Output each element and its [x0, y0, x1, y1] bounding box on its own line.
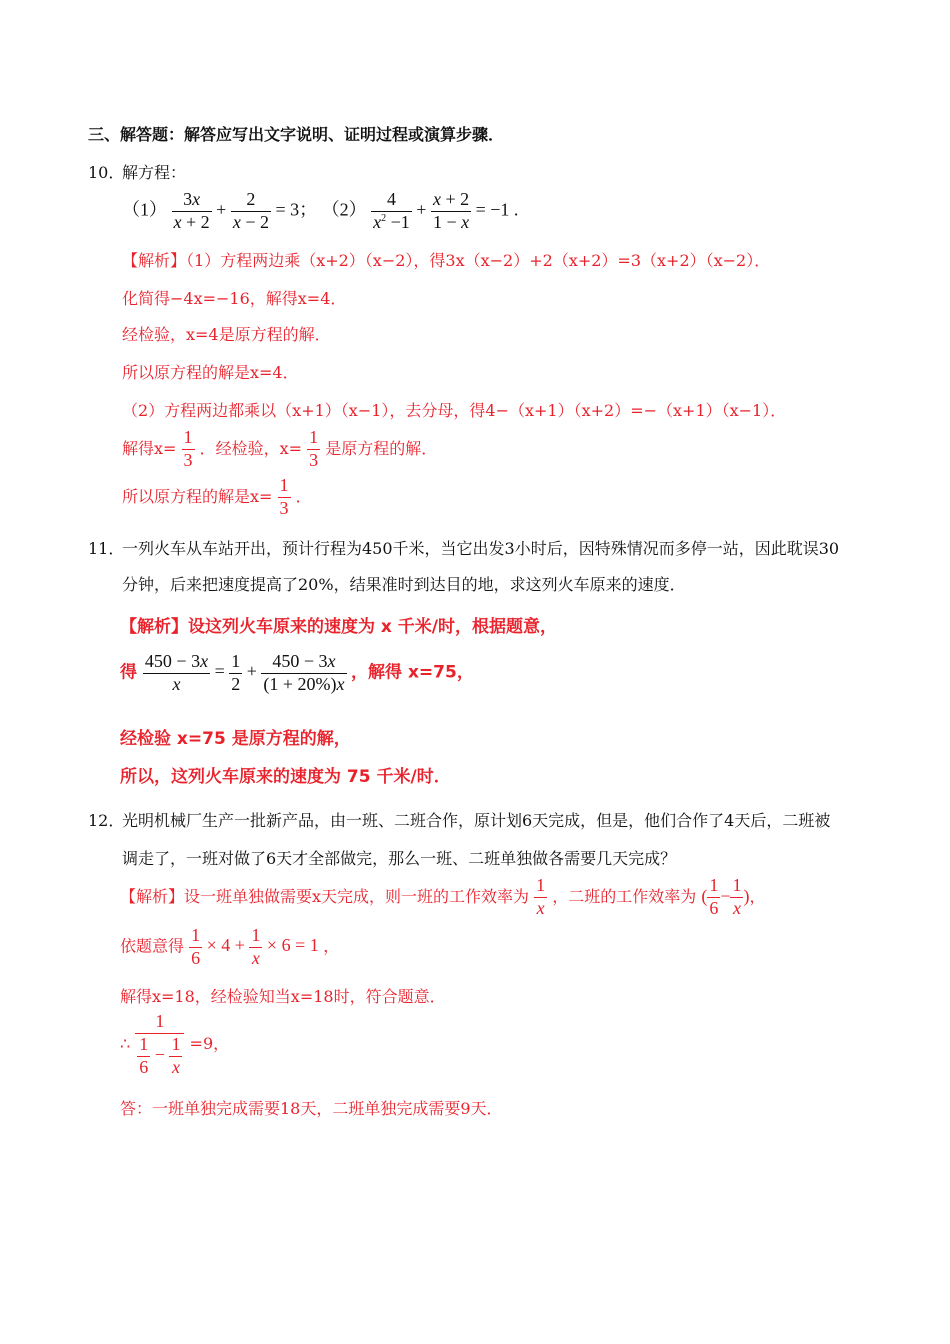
q12-stem-line-2: 调走了，一班对做了6天才全部做完，那么一班、二班单独做各需要几天完成？	[122, 849, 677, 868]
q12-solution-line-2: 依题意得 $\frac{1}{6}$ × 4 + $\frac{1}{x}$ × 6 = 1 ，	[120, 925, 340, 968]
q10-part2-label: （2）	[321, 199, 367, 220]
q12-solution-line-4: ∴ 1 $\frac{1}{6}$ − $\frac{1}{x}$ =9，	[120, 1011, 230, 1077]
q10-equations: （1） $\frac{3x}{x + 2}$ + $\frac{2}{x - 2}$ = 3； （2） $\frac{4}{x^2 -1}$ + $\frac{x + 2}{1 - x}$ = −1 .	[122, 189, 519, 232]
q10-stem: 解方程：	[122, 163, 187, 182]
q10-eq2-fraction-b: $\frac{x + 2}{1 - x}$	[432, 189, 470, 232]
q12-solution-line-1: 【解析】设一班单独做需要x天完成，则一班的工作效率为 $\frac{1}{x}$ ，二班的工作效率为 ( $\frac{1}{6}$ − $\frac{1}{x}$ )，	[120, 875, 766, 919]
q10-solution-line-7: 所以原方程的解是x= $\frac{1}{3}$ ．	[122, 475, 312, 518]
q10-solution-line-3: 经检验，x=4是原方程的解．	[122, 325, 331, 344]
q10-eq1-fraction-b: $\frac{2}{x - 2}$	[232, 189, 269, 232]
q12-solution-line-5: 答：一班单独完成需要18天，二班单独完成需要9天．	[120, 1099, 503, 1118]
q10-solution-line-6: 解得x= $\frac{1}{3}$ ．经检验，x= $\frac{1}{3}$ 是原方程的解．	[122, 427, 438, 470]
q11-stem-line-2: 分钟，后来把速度提高了20%，结果准时到达目的地，求这列火车原来的速度．	[122, 575, 686, 594]
q12-solution-line-3: 解得x=18，经检验知当x=18时，符合题意．	[120, 987, 446, 1006]
q10-solution-line-5: （2）方程两边都乘以（x+1）（x−1），去分母，得4−（x+1）（x+2）=−（x+1）（x−1）．	[122, 401, 787, 420]
q11-solution-line-2: 得 $\frac{450 - 3x}{x}$ = $\frac{1}{2}$ + $\frac{450 - 3x}{(1 + 20\%)x}$ ，解得 x=75，	[120, 651, 474, 694]
q10-part1-label: （1）	[122, 199, 167, 220]
q10-fraction-one-third: $\frac{1}{3}$	[183, 427, 193, 470]
q10-fraction-one-third: $\frac{1}{3}$	[309, 427, 319, 470]
section-heading: 三、解答题：解答应写出文字说明、证明过程或演算步骤．	[88, 125, 505, 144]
q11-solution-line-3: 经检验 x=75 是原方程的解，	[120, 729, 351, 749]
q11-solution-line-1: 【解析】设这列火车原来的速度为 x 千米/时，根据题意，	[120, 617, 558, 637]
q10-solution-line-2: 化简得−4x=−16，解得x=4．	[122, 289, 347, 308]
q12-complex-fraction: 1 $\frac{1}{6}$ − $\frac{1}{x}$	[135, 1012, 184, 1077]
q10-fraction-one-third: $\frac{1}{3}$	[279, 475, 289, 518]
q11-stem-line-1: 一列火车从车站开出，预计行程为450千米，当它出发3小时后，因特殊情况而多停一站，因此耽误30	[122, 539, 840, 558]
q12-number: 12．	[88, 811, 125, 830]
q12-equation: $\frac{1}{6}$ × 4 + $\frac{1}{x}$ × 6 = 1	[191, 925, 324, 968]
q11-equation: $\frac{450 - 3x}{x}$ = $\frac{1}{2}$ + $\frac{450 - 3x}{(1 + 20\%)x}$	[144, 651, 345, 694]
q10-number: 10．	[88, 163, 125, 182]
therefore-icon: ∴	[120, 1034, 131, 1054]
q11-number: 11．	[88, 539, 125, 558]
q10-solution-line-4: 所以原方程的解是x=4．	[122, 363, 299, 382]
q10-solution-line-1: 【解析】（1）方程两边乘（x+2）（x−2），得3x（x−2）+2（x+2）=3（x+2）（x−2）．	[122, 251, 771, 270]
q11-solution-line-4: 所以，这列火车原来的速度为 75 千米/时．	[120, 767, 451, 787]
q10-eq1-fraction-a: $\frac{3x}{x + 2}$	[173, 189, 210, 232]
q10-part1-semicolon: ；	[299, 199, 318, 220]
q12-stem-line-1: 光明机械厂生产一批新产品，由一班、二班合作，原计划6天完成，但是，他们合作了4天后，二班被	[122, 811, 831, 830]
q10-solution-tag: 【解析】	[122, 251, 187, 270]
q10-eq2-fraction-a: $\frac{4}{x^2 -1}$	[373, 189, 410, 232]
